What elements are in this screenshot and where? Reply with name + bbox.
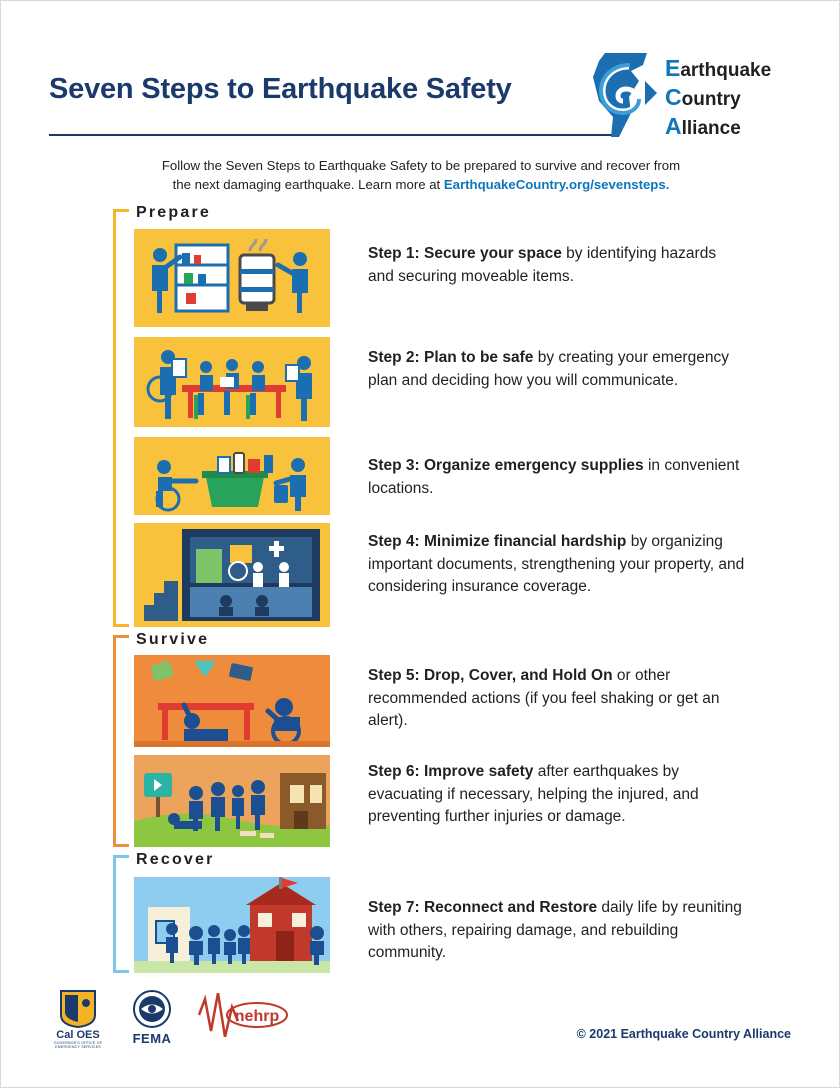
survive-bracket-bottom xyxy=(113,844,129,847)
step-3-illustration xyxy=(134,437,330,515)
step-row-1 xyxy=(134,229,744,327)
step-3-text xyxy=(368,455,758,500)
step-5-bold: Step 5: Drop, Cover, and Hold On xyxy=(368,667,613,684)
fema-logo xyxy=(117,989,187,1046)
step-7-illustration xyxy=(134,877,330,973)
step-1-rest: by identifying hazards and securing moveable items. xyxy=(368,245,717,285)
step-3-bold: Step 3: Organize emergency supplies xyxy=(368,457,644,474)
step-7-text xyxy=(368,897,744,965)
step-1-illustration xyxy=(134,229,330,327)
prepare-bracket-bottom xyxy=(113,624,129,627)
logo-line-alliance: Alliance xyxy=(665,113,741,139)
step-row-4 xyxy=(134,523,744,627)
prepare-bracket-top xyxy=(113,209,129,212)
step-1-bold: Step 1: Secure your space xyxy=(368,245,562,262)
footer-logos xyxy=(47,989,347,1053)
cal-oes-label: Cal OES xyxy=(56,1029,100,1041)
step-1-text xyxy=(368,243,744,288)
step-4-bold: Step 4: Minimize financial hardship xyxy=(368,533,627,550)
step-2-rest: by creating your emergency plan and deciding how you will communicate. xyxy=(368,349,729,389)
recover-bracket-bottom xyxy=(113,970,129,973)
step-6-illustration xyxy=(134,755,330,847)
eca-logo-text xyxy=(665,55,793,142)
recover-bracket xyxy=(113,855,129,973)
intro-line-1: Follow the Seven Steps to Earthquake Safety to be prepared to survive and recover from xyxy=(161,158,681,173)
title-divider xyxy=(49,134,619,136)
intro-paragraph xyxy=(71,156,771,194)
header xyxy=(49,47,793,147)
logo-line-country: Country xyxy=(665,84,741,110)
survive-bracket-line xyxy=(113,635,116,847)
survive-bracket xyxy=(113,635,129,847)
step-4-text xyxy=(368,531,754,599)
step-5-illustration xyxy=(134,655,330,747)
sevensteps-link[interactable]: EarthquakeCountry.org/sevensteps. xyxy=(443,177,670,192)
prepare-bracket xyxy=(113,209,129,627)
step-6-bold: Step 6: Improve safety xyxy=(368,763,534,780)
california-spiral-logo-icon xyxy=(585,51,659,139)
step-3-rest: in convenient locations. xyxy=(368,457,740,497)
intro-line-2: the next damaging earthquake. Learn more at xyxy=(172,177,444,192)
step-row-3 xyxy=(134,437,744,515)
svg-text:nehrp: nehrp xyxy=(234,1008,280,1025)
step-row-6 xyxy=(134,755,744,847)
recover-bracket-line xyxy=(113,855,116,973)
logo-line-earthquake: Earthquake xyxy=(665,55,772,81)
step-4-rest: by organizing important documents, strengthening your property, and considering insurance coverage. xyxy=(368,533,745,595)
step-5-rest: or other recommended actions (if you feel shaking or get an alert). xyxy=(368,667,720,729)
step-7-rest: daily life by reuniting with others, repairing damage, and rebuilding community. xyxy=(368,899,742,961)
copyright-notice: © 2021 Earthquake Country Alliance xyxy=(576,1027,791,1041)
section-label-recover: Recover xyxy=(136,851,215,868)
page-title: Seven Steps to Earthquake Safety xyxy=(49,73,512,105)
fema-label: FEMA xyxy=(132,1031,172,1046)
survive-bracket-top xyxy=(113,635,129,638)
step-2-text xyxy=(368,347,754,392)
step-7-bold: Step 7: Reconnect and Restore xyxy=(368,899,598,916)
step-4-illustration xyxy=(134,523,330,627)
recover-bracket-top xyxy=(113,855,129,858)
step-6-rest: after earthquakes by evacuating if necessary, helping the injured, and preventing further injuries or damage. xyxy=(368,763,699,825)
step-row-5 xyxy=(134,655,744,747)
cal-oes-logo xyxy=(47,989,109,1049)
section-label-survive: Survive xyxy=(136,631,210,648)
step-2-bold: Step 2: Plan to be safe xyxy=(368,349,534,366)
step-row-7 xyxy=(134,877,744,973)
cal-oes-sublabel: GOVERNOR'S OFFICE OF EMERGENCY SERVICES xyxy=(53,1041,103,1049)
prepare-bracket-line xyxy=(113,209,116,627)
eca-logo xyxy=(585,47,793,143)
step-row-2 xyxy=(134,337,744,427)
nehrp-logo xyxy=(195,993,305,1037)
step-2-illustration xyxy=(134,337,330,427)
step-6-text xyxy=(368,761,744,829)
section-label-prepare: Prepare xyxy=(136,204,211,221)
step-5-text xyxy=(368,665,760,733)
